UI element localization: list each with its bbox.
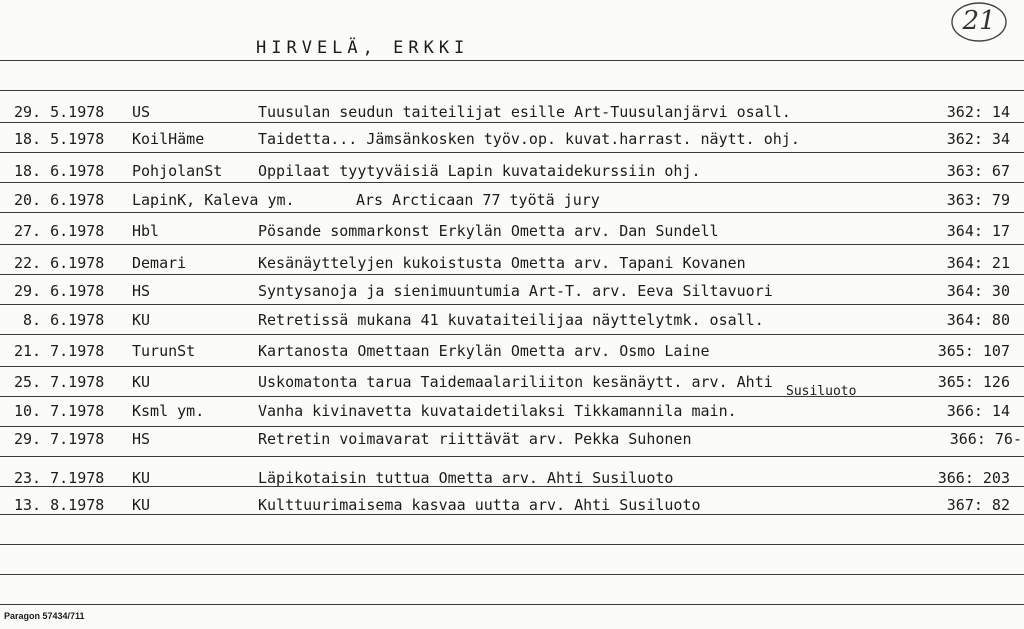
- entry-description: Taidetta... Jämsänkosken työv.op. kuvat.harrast. näytt. ohj.: [258, 130, 800, 148]
- entry-source: Hbl: [132, 222, 160, 240]
- card-number: 21: [962, 6, 996, 36]
- entry-row: [0, 282, 1024, 308]
- entry-date: 13. 8.1978: [14, 496, 105, 514]
- entry-description: Kulttuurimaisema kasvaa uutta arv. Ahti Susiluoto: [258, 496, 701, 514]
- entry-reference: 364: 21: [946, 254, 1010, 272]
- overlay-note: Susiluoto: [786, 384, 857, 399]
- entry-reference: 364: 80: [946, 311, 1010, 329]
- entry-date: 10. 7.1978: [14, 402, 105, 420]
- entry-description: Syntysanoja ja sienimuuntumia Art-T. arv. Eeva Siltavuori: [258, 282, 773, 300]
- entry-reference: 364: 30: [946, 282, 1010, 300]
- entry-description: Kartanosta Omettaan Erkylän Ometta arv. Osmo Laine: [258, 342, 710, 360]
- entry-row: [0, 496, 1024, 522]
- entry-row: [0, 191, 1024, 217]
- entry-source: HS: [132, 282, 151, 300]
- entry-date: 29. 6.1978: [14, 282, 105, 300]
- entry-reference: 366: 203: [937, 469, 1010, 487]
- entry-reference: 363: 67: [946, 162, 1010, 180]
- entry-description: Pösande sommarkonst Erkylän Ometta arv. Dan Sundell: [258, 222, 719, 240]
- entry-reference: 362: 34: [946, 130, 1010, 148]
- entry-date: 18. 6.1978: [14, 162, 105, 180]
- rule-line: [0, 456, 1024, 457]
- entry-date: 25. 7.1978: [14, 373, 105, 391]
- card-title: HIRVELÄ, ERKKI: [256, 38, 470, 58]
- entry-description: Tuusulan seudun taiteilijat esille Art-Tuusulanjärvi osall.: [258, 103, 791, 121]
- entry-source: PohjolanSt: [132, 162, 223, 180]
- entry-row: [0, 469, 1024, 495]
- entry-description: Ars Arcticaan 77 työtä jury: [356, 191, 600, 209]
- entry-date: 21. 7.1978: [14, 342, 105, 360]
- entry-row: [0, 311, 1024, 337]
- card-footer-code: Paragon 57434/711: [4, 611, 85, 621]
- entry-source: KU: [132, 496, 151, 514]
- rule-line: [0, 544, 1024, 545]
- entry-date: 27. 6.1978: [14, 222, 105, 240]
- entry-row: [0, 373, 1024, 399]
- entry-date: 29. 5.1978: [14, 103, 105, 121]
- entry-source: Ksml ym.: [132, 402, 205, 420]
- entry-row: [0, 342, 1024, 368]
- entry-reference: 366: 76-: [949, 430, 1022, 448]
- entry-description: Vanha kivinavetta kuvataidetilaksi Tikkamannila main.: [258, 402, 737, 420]
- entry-date: 22. 6.1978: [14, 254, 105, 272]
- entry-description: Retretin voimavarat riittävät arv. Pekka Suhonen: [258, 430, 692, 448]
- entry-row: [0, 402, 1024, 428]
- card-number-stamp: [949, 0, 1009, 46]
- entry-source: HS: [132, 430, 151, 448]
- entry-description: Oppilaat tyytyväisiä Lapin kuvataidekurssiin ohj.: [258, 162, 701, 180]
- entry-source: KU: [132, 373, 151, 391]
- entry-reference: 365: 107: [937, 342, 1010, 360]
- entry-date: 18. 5.1978: [14, 130, 105, 148]
- entry-source: LapinK, Kaleva ym.: [132, 191, 295, 209]
- entry-source: KU: [132, 311, 151, 329]
- entry-description: Kesänäyttelyjen kukoistusta Ometta arv. Tapani Kovanen: [258, 254, 746, 272]
- entry-reference: 366: 14: [946, 402, 1010, 420]
- rule-line: [0, 60, 1024, 61]
- entry-date: 23. 7.1978: [14, 469, 105, 487]
- entry-source: US: [132, 103, 151, 121]
- entry-reference: 367: 82: [946, 496, 1010, 514]
- rule-line: [0, 90, 1024, 91]
- entry-row: [0, 430, 1024, 456]
- entry-description: Läpikotaisin tuttua Ometta arv. Ahti Susiluoto: [258, 469, 674, 487]
- entry-description: Uskomatonta tarua Taidemaalariliiton kesänäytt. arv. Ahti: [258, 373, 773, 391]
- entry-row: [0, 254, 1024, 280]
- entry-date: 20. 6.1978: [14, 191, 105, 209]
- entry-reference: 364: 17: [946, 222, 1010, 240]
- entry-reference: 362: 14: [946, 103, 1010, 121]
- rule-line: [0, 574, 1024, 575]
- entry-row: [0, 222, 1024, 248]
- entry-reference: 365: 126: [937, 373, 1010, 391]
- entry-source: TurunSt: [132, 342, 196, 360]
- entry-description: Retretissä mukana 41 kuvataiteilijaa näyttelytmk. osall.: [258, 311, 764, 329]
- entry-source: KU: [132, 469, 151, 487]
- entry-source: KoilHäme: [132, 130, 205, 148]
- entry-reference: 363: 79: [946, 191, 1010, 209]
- entry-source: Demari: [132, 254, 187, 272]
- entry-date: 29. 7.1978: [14, 430, 105, 448]
- entry-row: [0, 103, 1024, 129]
- entry-row: [0, 162, 1024, 188]
- rule-line: [0, 604, 1024, 605]
- entry-date: 8. 6.1978: [23, 311, 105, 329]
- entry-row: [0, 130, 1024, 156]
